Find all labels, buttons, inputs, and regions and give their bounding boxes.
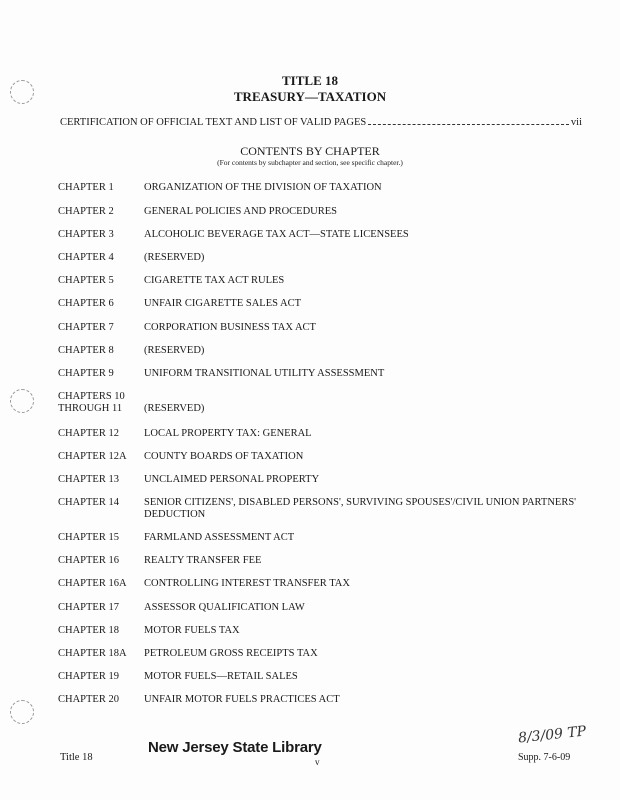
- chapter-number-cont: THROUGH 11: [58, 403, 123, 414]
- chapter-title: LOCAL PROPERTY TAX: GENERAL: [144, 428, 312, 439]
- supplement-date: Supp. 7-6-09: [518, 752, 571, 763]
- chapter-title: ASSESSOR QUALIFICATION LAW: [144, 602, 305, 613]
- chapter-title: ALCOHOLIC BEVERAGE TAX ACT—STATE LICENSEES: [144, 229, 409, 240]
- chapter-number: CHAPTERS 10: [58, 391, 125, 402]
- chapter-number: CHAPTER 6: [58, 298, 114, 309]
- chapter-number: CHAPTER 5: [58, 275, 114, 286]
- chapter-number: CHAPTER 20: [58, 694, 119, 705]
- chapter-title: REALTY TRANSFER FEE: [144, 555, 262, 566]
- chapter-number: CHAPTER 4: [58, 252, 114, 263]
- contents-heading: CONTENTS BY CHAPTER: [240, 144, 380, 158]
- chapter-number: CHAPTER 13: [58, 474, 119, 485]
- chapter-number: CHAPTER 16: [58, 555, 119, 566]
- chapter-number: CHAPTER 2: [58, 206, 114, 217]
- chapter-number: CHAPTER 16A: [58, 578, 127, 589]
- page-number: v: [315, 757, 320, 767]
- certification-text: CERTIFICATION OF OFFICIAL TEXT AND LIST OF VALID PAGES: [60, 117, 367, 128]
- punch-hole-middle: [10, 389, 34, 413]
- footer-title: Title 18: [60, 752, 93, 763]
- chapter-number: CHAPTER 17: [58, 602, 119, 613]
- chapter-title: ORGANIZATION OF THE DIVISION OF TAXATION: [144, 182, 382, 193]
- chapter-title-cont: DEDUCTION: [144, 509, 206, 520]
- chapter-number: CHAPTER 18A: [58, 648, 127, 659]
- chapter-title: PETROLEUM GROSS RECEIPTS TAX: [144, 648, 318, 659]
- chapter-title: SENIOR CITIZENS', DISABLED PERSONS', SURVIVING SPOUSES'/CIVIL UNION PARTNERS': [144, 497, 577, 508]
- certification-line: [60, 117, 582, 128]
- chapter-title: (RESERVED): [144, 345, 205, 356]
- chapter-number: CHAPTER 18: [58, 625, 119, 636]
- chapter-title: GENERAL POLICIES AND PROCEDURES: [144, 206, 337, 217]
- chapter-number: CHAPTER 14: [58, 497, 119, 508]
- title-line-2: TREASURY—TAXATION: [233, 89, 387, 104]
- chapter-title: (RESERVED): [144, 252, 205, 263]
- chapter-title: (RESERVED): [144, 403, 205, 414]
- chapter-number: CHAPTER 9: [58, 368, 114, 379]
- chapter-number: CHAPTER 19: [58, 671, 119, 682]
- contents-note: (For contents by subchapter and section, see specific chapter.): [217, 158, 403, 167]
- library-stamp: New Jersey State Library: [148, 739, 322, 756]
- chapter-title: CORPORATION BUSINESS TAX ACT: [144, 322, 316, 333]
- leader-dots: [368, 124, 569, 125]
- chapter-title: MOTOR FUELS—RETAIL SALES: [144, 671, 298, 682]
- certification-page: vii: [570, 117, 582, 128]
- chapter-title: UNFAIR MOTOR FUELS PRACTICES ACT: [144, 694, 340, 705]
- chapter-title: CIGARETTE TAX ACT RULES: [144, 275, 285, 286]
- chapter-number: CHAPTER 8: [58, 345, 114, 356]
- chapter-title: UNIFORM TRANSITIONAL UTILITY ASSESSMENT: [144, 368, 385, 379]
- chapter-number: CHAPTER 15: [58, 532, 119, 543]
- chapter-title: UNFAIR CIGARETTE SALES ACT: [144, 298, 302, 309]
- chapter-title: UNCLAIMED PERSONAL PROPERTY: [144, 474, 320, 485]
- chapter-number: CHAPTER 12A: [58, 451, 127, 462]
- handwritten-date: 8/3/09 TP: [517, 723, 587, 747]
- chapter-title: MOTOR FUELS TAX: [144, 625, 240, 636]
- chapter-title: CONTROLLING INTEREST TRANSFER TAX: [144, 578, 350, 589]
- title-line-1: TITLE 18: [282, 73, 338, 88]
- punch-hole-bottom: [10, 700, 34, 724]
- title-block: [0, 73, 620, 105]
- chapter-title: COUNTY BOARDS OF TAXATION: [144, 451, 304, 462]
- chapter-title: FARMLAND ASSESSMENT ACT: [144, 532, 295, 543]
- chapter-number: CHAPTER 7: [58, 322, 114, 333]
- chapter-number: CHAPTER 1: [58, 182, 114, 193]
- chapter-number: CHAPTER 12: [58, 428, 119, 439]
- chapter-number: CHAPTER 3: [58, 229, 114, 240]
